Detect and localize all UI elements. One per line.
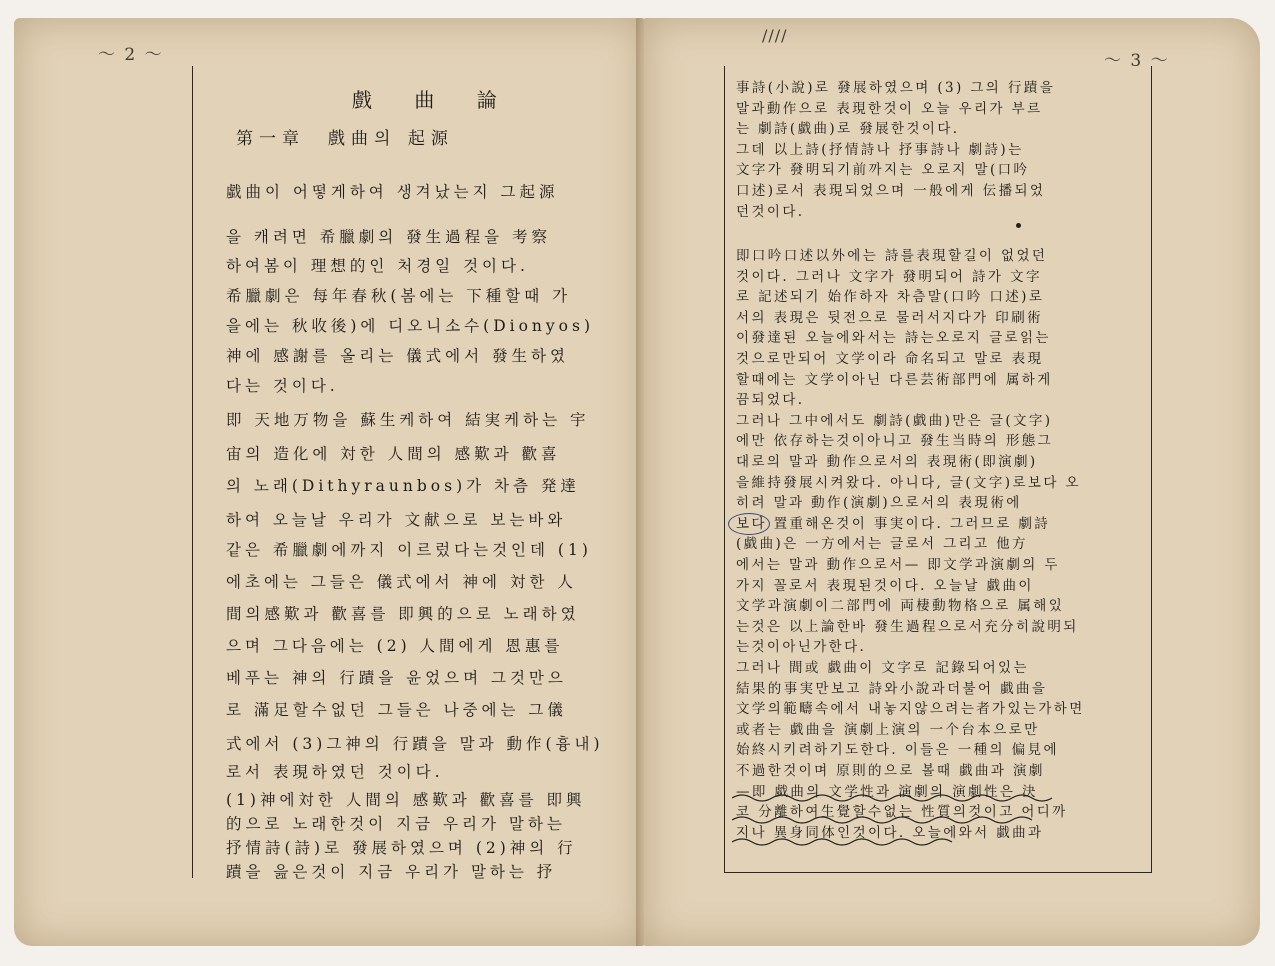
right-text-line: 그러나 間或 戱曲이 文字로 記錄되어있는	[736, 660, 1029, 676]
right-text-line: 에서는 말과 動作으로서— 即文学과演劇의 두	[736, 557, 1060, 573]
left-text-line: 으며 그다음에는 (2) 人間에게 恩惠를	[226, 637, 564, 655]
left-text-line: 을 캐려면 希臘劇의 發生過程을 考察	[226, 228, 552, 246]
left-text-line: 하여 오늘날 우리가 文献으로 보는바와	[226, 511, 567, 529]
right-text-line: 그데 以上詩(抒情詩나 抒事詩나 劇詩)는	[736, 141, 1024, 158]
left-text-line: 같은 希臘劇에까지 이르렀다는것인데 (1)	[226, 541, 592, 559]
left-text-line: 間의感歎과 歡喜를 即興的으로 노래하였	[226, 605, 580, 623]
right-text-line: 지나 異身同体인것이다. 오늘에와서 戱曲과	[736, 824, 1044, 841]
left-text-line: 을에는 秋收後)에 디오니소수(Dionyos)	[226, 317, 594, 335]
right-text-line: 始終시키려하기도한다. 이들은 一種의 偏見에	[736, 742, 1059, 759]
right-text-line: 히려 말과 動作(演劇)으로서의 表現術에	[736, 495, 1022, 512]
left-text-line: 베푸는 神의 行蹟을 윤었으며 그것만으	[226, 669, 567, 687]
right-text-line: 보다 置重해온것이 事実이다. 그러므로 劇詩	[736, 515, 1051, 532]
right-text-line: 即口吟口述以外에는 詩를表現할길이 없었던	[736, 248, 1048, 264]
left-text-line: 戱曲이 어떻게하여 생겨났는지 그起源	[226, 183, 559, 201]
left-text-line: 로 滿足할수없던 그들은 나중에는 그儀	[226, 701, 567, 719]
right-text-line: 口述)로서 表現되었으며 一般에게 伝播되었	[736, 183, 1046, 199]
right-text-line: 事詩(小說)로 發展하였으며 (3) 그의 行蹟을	[736, 80, 1056, 96]
right-text-line: 로 記述되기 始作하자 차츰말(口吟 口述)로	[736, 289, 1045, 306]
right-text-line: 가지 꼴로서 表現된것이다. 오늘날 戱曲이	[736, 577, 1034, 594]
right-text-line: 는것이아닌가한다.	[736, 639, 867, 656]
right-page	[644, 18, 1260, 946]
right-text-line: 대로의 말과 動作으로서의 表現術(即演劇)	[736, 454, 1038, 470]
right-text-line: 이發達된 오늘에와서는 詩는오로지 글로읽는	[736, 330, 1051, 347]
right-text-line: 던것이다.	[736, 203, 805, 220]
left-text-line: 神에 感謝를 올리는 儀式에서 發生하였	[226, 347, 569, 365]
right-text-line: 에만 依存하는것이아니고 發生当時의 形態그	[736, 433, 1054, 450]
left-text-line: 的으로 노래한것이 지금 우리가 말하는	[226, 815, 566, 833]
right-text-line: (戱曲)은 一方에서는 글로서 그리고 他方	[736, 536, 1028, 553]
right-text-line: 것으로만되어 文学이라 命名되고 말로 表現	[736, 351, 1044, 367]
left-text-line: 다는 것이다.	[226, 377, 339, 395]
right-text-line: 말과動作으로 表現한것이 오늘 우리가 부르	[736, 100, 1043, 117]
right-text-line: 코 分離하여生覺할수없는 性質의것이고 어디까	[736, 804, 1068, 821]
right-text-line: 는 劇詩(戱曲)로 發展한것이다.	[736, 121, 960, 138]
ink-dot	[1016, 223, 1021, 228]
right-page-number: ～ 3 ～	[1104, 51, 1170, 71]
left-text-line: 하여봄이 理想的인 처경일 것이다.	[226, 257, 529, 275]
left-text-line: 로서 表現하였던 것이다.	[226, 763, 444, 781]
right-text-line: 그러나 그中에서도 劇詩(戱曲)만은 글(文字)	[736, 412, 1053, 429]
right-text-line: 文字가 發明되기前까지는 오로지 말(口吟	[736, 162, 1030, 179]
left-text-line: 蹟을 읊은것이 지금 우리가 말하는 抒	[226, 863, 557, 881]
right-text-line: 끔되었다.	[736, 392, 805, 409]
right-text-line: —即 戱曲의 文学性과 演劇의 演劇性은 決	[736, 783, 1038, 800]
right-text-line: 것이다. 그러나 文字가 發明되어 詩가 文字	[736, 268, 1042, 285]
right-text-line: 文学의範疇속에서 내놓지않으려는者가있는가하면	[736, 701, 1085, 718]
right-text-line: 을維持發展시켜왔다. 아니다, 글(文字)로보다 오	[736, 474, 1081, 491]
left-text-line: (1)神에対한 人間의 感歎과 歡喜를 即興	[226, 791, 586, 809]
left-text-line: 式에서 (3)그神의 行蹟을 말과 動作(흉내)	[226, 735, 604, 753]
left-text-line: 希臘劇은 每年春秋(봄에는 下種할때 가	[226, 287, 572, 305]
left-page	[14, 18, 644, 946]
right-text-line: 結果的事実만보고 詩와小說과더불어 戱曲을	[736, 680, 1048, 697]
right-text-line: 할때에는 文学이아닌 다른芸術部門에 属하게	[736, 371, 1053, 388]
tally-mark: ////	[762, 26, 788, 45]
right-text-line: 는것은 以上論한바 發生過程으로서充分히說明되	[736, 618, 1079, 635]
left-text-line: 即 天地万物을 蘇生케하여 結実케하는 宇	[226, 411, 590, 429]
left-text-line: 宙의 造化에 対한 人間의 感歎과 歡喜	[226, 445, 561, 463]
left-text-line: 의 노래(Dithyraunbos)가 차츰 発達	[226, 477, 580, 495]
right-text-line: 不過한것이며 原則的으로 볼때 戱曲과 演劇	[736, 763, 1045, 779]
left-text-line: 抒情詩(詩)로 發展하였으며 (2)神의 行	[226, 839, 577, 857]
document-title: 戲 曲 論	[352, 88, 515, 112]
left-page-number: ～ 2 ～	[98, 45, 164, 65]
left-text-line: 에초에는 그들은 儀式에서 神에 対한 人	[226, 573, 577, 591]
right-text-line: 文学과演劇이二部門에 両棲動物格으로 属해있	[736, 598, 1065, 615]
right-text-line: 서의 表現은 뒷전으로 물러서지다가 印刷術	[736, 309, 1043, 326]
chapter-heading: 第一章 戲曲의 起源	[236, 129, 454, 149]
right-text-line: 或者는 戱曲을 演劇上演의 一个台本으로만	[736, 721, 1040, 738]
